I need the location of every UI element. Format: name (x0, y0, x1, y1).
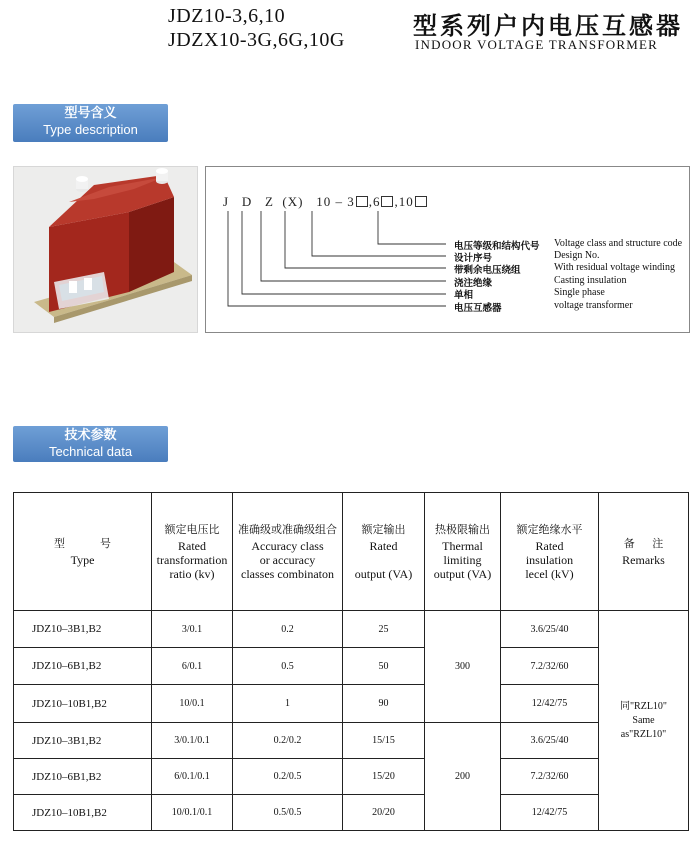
cell-thermal-group-1: 300 (425, 611, 501, 723)
cell-ratio: 3/0.1 (152, 611, 233, 648)
desc-en-2: With residual voltage winding (554, 262, 675, 273)
cell-accuracy: 0.5 (233, 648, 343, 685)
cell-type: JDZ10–10B1,B2 (14, 685, 152, 723)
cell-output: 90 (343, 685, 425, 723)
cell-ratio: 10/0.1/0.1 (152, 795, 233, 831)
cell-thermal-group-2: 200 (425, 723, 501, 831)
header-type: 型 号 Type (14, 493, 152, 611)
cell-output: 50 (343, 648, 425, 685)
desc-en-0: Voltage class and structure code (554, 238, 683, 249)
desc-cn-5: 电压互感器 (454, 303, 502, 314)
table-row (14, 723, 689, 759)
cell-output: 15/20 (343, 759, 425, 795)
cell-output: 15/15 (343, 723, 425, 759)
cell-insulation: 7.2/32/60 (501, 759, 599, 795)
table-header-row (14, 493, 689, 611)
table-row (14, 759, 689, 795)
cell-output: 25 (343, 611, 425, 648)
technical-data-table (13, 492, 689, 831)
desc-en-5: voltage transformer (554, 300, 633, 311)
cell-insulation: 3.6/25/40 (501, 611, 599, 648)
cell-insulation: 3.6/25/40 (501, 723, 599, 759)
desc-en-4: Single phase (554, 287, 605, 298)
table-row (14, 611, 689, 648)
cell-ratio: 10/0.1 (152, 685, 233, 723)
table-row (14, 685, 689, 723)
cell-ratio: 6/0.1 (152, 648, 233, 685)
type-code-diagram (205, 166, 690, 333)
cell-accuracy: 0.2/0.2 (233, 723, 343, 759)
cell-accuracy: 0.2 (233, 611, 343, 648)
cell-type: JDZ10–3B1,B2 (14, 611, 152, 648)
type-description-en: Type description (43, 122, 138, 137)
model-line-1: JDZ10-3,6,10 (168, 5, 286, 27)
model-line-2: JDZX10-3G,6G,10G (168, 29, 345, 51)
header-output: 额定输出 Rated output (VA) (343, 493, 425, 611)
table-row (14, 795, 689, 831)
cell-insulation: 12/42/75 (501, 685, 599, 723)
desc-cn-2: 带剩余电压绕组 (454, 265, 521, 276)
cell-type: JDZ10–6B1,B2 (14, 648, 152, 685)
cell-ratio: 3/0.1/0.1 (152, 723, 233, 759)
transformer-illustration (14, 167, 197, 332)
cell-insulation: 7.2/32/60 (501, 648, 599, 685)
type-description-cn: 型号含义 (64, 106, 117, 121)
header-ratio: 额定电压比 Rated transformation ratio (kv) (152, 493, 233, 611)
technical-data-cn: 技术参数 (64, 428, 117, 443)
cell-type: JDZ10–3B1,B2 (14, 723, 152, 759)
cell-type: JDZ10–10B1,B2 (14, 795, 152, 831)
header-accuracy: 准确级或准确级组合 Accuracy class or accuracy classes combinaton (233, 493, 343, 611)
cell-insulation: 12/42/75 (501, 795, 599, 831)
technical-data-en: Technical data (48, 444, 133, 459)
title-english: INDOOR VOLTAGE TRANSFORMER (415, 37, 659, 52)
header-remarks: 备 注 Remarks (599, 493, 689, 611)
cell-output: 20/20 (343, 795, 425, 831)
desc-cn-1: 设计序号 (454, 253, 493, 264)
technical-data-badge (13, 426, 168, 462)
desc-cn-4: 单相 (454, 290, 474, 301)
type-description-badge (13, 104, 168, 142)
cell-ratio: 6/0.1/0.1 (152, 759, 233, 795)
cell-remarks: 同"RZL10" Same as"RZL10" (599, 611, 689, 831)
type-code: J D Z (X) 10 – 3 ,6 ,10 (223, 194, 428, 210)
desc-en-3: Casting insulation (554, 275, 627, 286)
cell-accuracy: 0.5/0.5 (233, 795, 343, 831)
cell-accuracy: 1 (233, 685, 343, 723)
header-thermal: 热极限输出 Thermal limiting output (VA) (425, 493, 501, 611)
table-row (14, 648, 689, 685)
product-photo (13, 166, 198, 333)
cell-accuracy: 0.2/0.5 (233, 759, 343, 795)
header-insulation: 额定绝缘水平 Rated insulation lecel (kV) (501, 493, 599, 611)
desc-cn-3: 浇注绝缘 (454, 278, 493, 289)
desc-cn-0: 电压等级和结构代号 (454, 241, 540, 252)
title-chinese: 型系列户内电压互感器 (413, 12, 683, 40)
desc-en-1: Design No. (554, 250, 600, 261)
cell-type: JDZ10–6B1,B2 (14, 759, 152, 795)
